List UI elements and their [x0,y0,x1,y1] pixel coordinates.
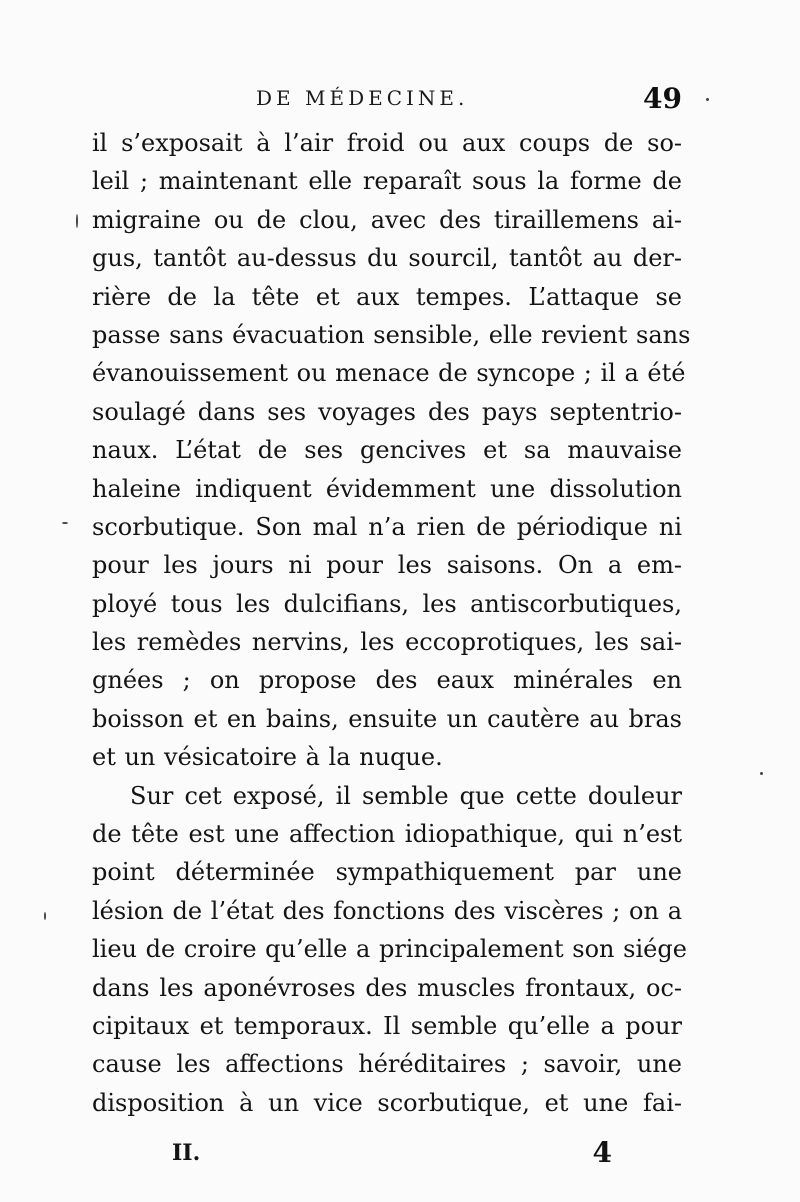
text-line: scorbutique. Son mal n’a rien de périodique ni [92,512,682,541]
text-line: ployé tous les dulcifians, les antiscorbutiques, [92,589,682,618]
text-line: passe sans évacuation sensible, elle revient sans [92,320,691,349]
text-line: disposition à un vice scorbutique, et une fai- [92,1088,682,1117]
text-line: pour les jours ni pour les saisons. On a em- [92,551,682,580]
text-line: gus, tantôt au-dessus du sourcil, tantôt au der- [92,244,682,273]
page-footer [92,1136,682,1172]
gathering-number: 4 [592,1136,612,1169]
text-line: haleine indiquent évidemment une dissolution [92,474,682,503]
text-line: rière de la tête et aux tempes. L’attaque se [92,282,682,311]
paper-speck [76,214,78,228]
text-line: il s’exposait à l’air froid ou aux coups de so- [92,129,682,157]
text-line: leil ; maintenant elle reparaît sous la forme de [92,167,682,196]
text-line: naux. L’état de ses gencives et sa mauvaise [92,436,682,465]
text-line: lésion de l’état des fonctions des viscères ; on a [92,896,682,925]
text-line: cause les affections héréditaires ; savoir, une [92,1050,682,1079]
text-line: et un vésicatoire à la nuque. [92,743,443,772]
text-line: boisson et en bains, ensuite un cautère au bras [92,704,682,733]
text-line: cipitaux et temporaux. Il semble qu’elle a pour [92,1011,682,1040]
text-line: soulagé dans ses voyages des pays septentrio- [92,397,682,426]
paper-speck [760,772,763,775]
body-text [92,124,691,1122]
text-line: migraine ou de clou, avec des tiraillemens ai- [92,205,682,234]
text-line: dans les aponévroses des muscles frontaux, oc- [92,973,682,1002]
running-head: DE MÉDECINE. [256,86,469,110]
paragraph-start-line: Sur cet exposé, il semble que cette douleur [130,781,682,810]
paper-speck [62,522,68,524]
page-number: 49 [643,82,682,115]
text-line: gnées ; on propose des eaux minérales en [92,666,682,695]
paper-speck [706,98,709,101]
page-header [96,82,682,122]
text-line: de tête est une affection idiopathique, qui n’est [92,820,682,849]
text-line: point déterminée sympathiquement par une [92,858,682,887]
signature-mark: II. [172,1140,201,1166]
text-line: lieu de croire qu’elle a principalement son siége [92,935,687,964]
text-line: évanouissement ou menace de syncope ; il a été [92,359,686,388]
paper-speck [44,912,46,920]
text-line: les remèdes nervins, les eccoprotiques, les sai- [92,628,682,657]
